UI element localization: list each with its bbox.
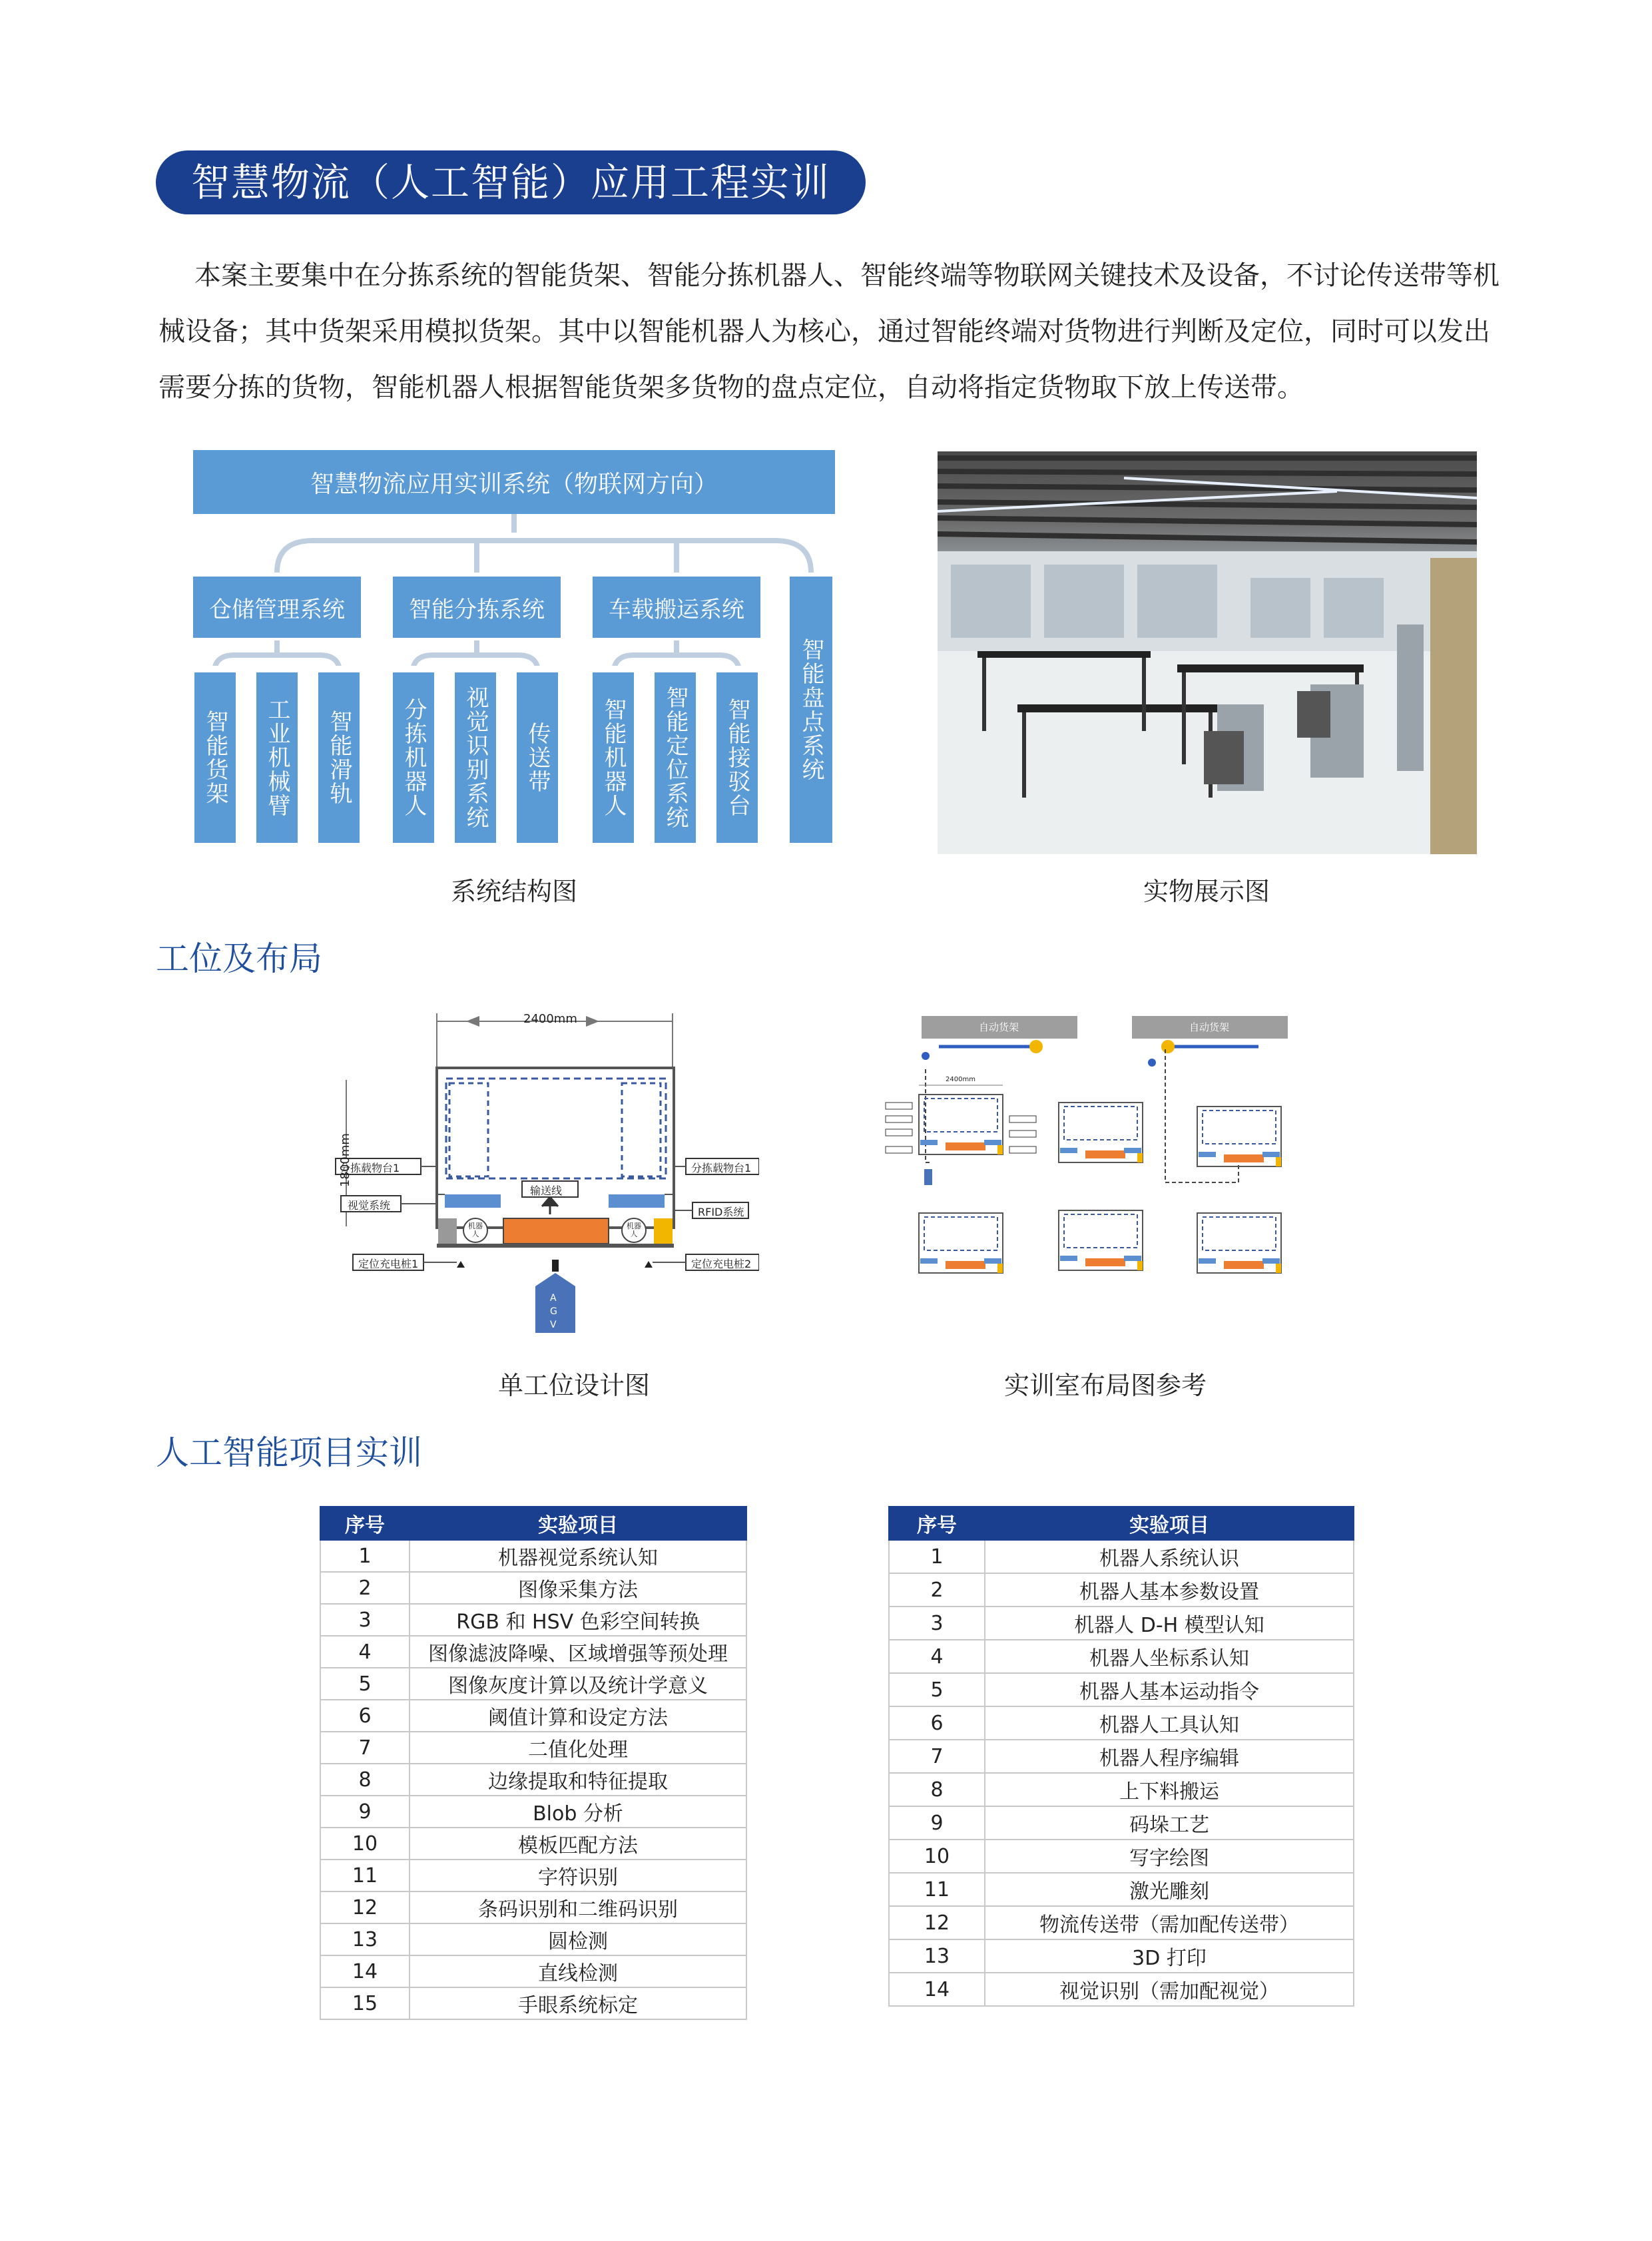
row-index: 11 <box>889 1873 985 1906</box>
table-row <box>889 1873 1354 1906</box>
row-index: 10 <box>320 1828 410 1860</box>
caption-photo: 实物展示图 <box>1143 877 1270 906</box>
row-item: 机器人系统认识 <box>985 1540 1354 1573</box>
row-index: 4 <box>889 1640 985 1673</box>
row-index: 7 <box>889 1740 985 1773</box>
row-item: 阈值计算和设定方法 <box>410 1700 746 1732</box>
group-vehicle: 车载搬运系统 <box>593 577 760 638</box>
row-item: 边缘提取和特征提取 <box>410 1764 746 1796</box>
group-sorting: 智能分拣系统 <box>393 577 561 638</box>
row-index: 7 <box>320 1732 410 1764</box>
row-item: Blob 分析 <box>410 1796 746 1828</box>
table-row <box>320 1860 746 1891</box>
row-item: 物流传送带（需加配传送带） <box>985 1906 1354 1939</box>
row-index: 1 <box>320 1540 410 1572</box>
row-item: 二值化处理 <box>410 1732 746 1764</box>
row-index: 3 <box>320 1604 410 1636</box>
row-index: 13 <box>889 1939 985 1973</box>
diagram-root: 智慧物流应用实训系统（物联网方向） <box>193 450 835 514</box>
row-index: 12 <box>889 1906 985 1939</box>
row-item: 机器人程序编辑 <box>985 1740 1354 1773</box>
caption-layout: 实训室布局图参考 <box>1003 1371 1207 1400</box>
child-smart-rail: 智能滑轨 <box>318 672 360 843</box>
table-row <box>889 1773 1354 1806</box>
table-row <box>889 1706 1354 1740</box>
table-row <box>889 1573 1354 1607</box>
row-item: 图像采集方法 <box>410 1572 746 1604</box>
lab-photo <box>938 451 1477 854</box>
row-item: 上下料搬运 <box>985 1773 1354 1806</box>
row-item: 激光雕刻 <box>985 1873 1354 1906</box>
section-heading-ai: 人工智能项目实训 <box>156 1433 422 1472</box>
row-item: 视觉识别（需加配视觉） <box>985 1973 1354 2006</box>
row-item: 条码识别和二维码识别 <box>410 1891 746 1923</box>
row-index: 14 <box>320 1955 410 1987</box>
label-charge-right: 定位充电桩2 <box>691 1258 752 1270</box>
label-sort-platform-left: 分拣载物台1 <box>340 1162 400 1174</box>
row-index: 12 <box>320 1891 410 1923</box>
row-index: 6 <box>320 1700 410 1732</box>
page-title: 智慧物流（人工智能）应用工程实训 <box>156 150 866 214</box>
table-row <box>889 1673 1354 1706</box>
row-item: 模板匹配方法 <box>410 1828 746 1860</box>
table-row <box>320 1955 746 1987</box>
row-item: RGB 和 HSV 色彩空间转换 <box>410 1604 746 1636</box>
row-item: 机器人工具认知 <box>985 1706 1354 1740</box>
row-item: 图像滤波降噪、区域增强等预处理 <box>410 1636 746 1668</box>
label-shelf-right: 自动货架 <box>1189 1021 1230 1033</box>
section-heading-layout: 工位及布局 <box>156 939 322 978</box>
dim-width-label: 2400mm <box>523 1012 577 1026</box>
row-item: 机器人基本运动指令 <box>985 1673 1354 1706</box>
child-vision-system: 视觉识别系统 <box>455 672 496 843</box>
row-index: 2 <box>889 1573 985 1607</box>
caption-structure: 系统结构图 <box>450 877 577 906</box>
table-row <box>889 1939 1354 1973</box>
caption-station: 单工位设计图 <box>497 1371 650 1400</box>
table-row <box>320 1891 746 1923</box>
child-smart-robot: 智能机器人 <box>593 672 634 843</box>
row-index: 8 <box>889 1773 985 1806</box>
row-index: 10 <box>889 1840 985 1873</box>
row-index: 11 <box>320 1860 410 1891</box>
row-index: 6 <box>889 1706 985 1740</box>
table-row <box>889 1740 1354 1773</box>
table-row <box>320 1668 746 1700</box>
row-index: 5 <box>889 1673 985 1706</box>
row-item: 字符识别 <box>410 1860 746 1891</box>
table-row <box>320 1923 746 1955</box>
table-row <box>889 1607 1354 1640</box>
child-docking-station: 智能接驳台 <box>716 672 758 843</box>
row-item: 机器人 D-H 模型认知 <box>985 1607 1354 1640</box>
row-index: 15 <box>320 1987 410 2019</box>
table-row <box>889 1540 1354 1573</box>
header-index: 序号 <box>889 1507 985 1540</box>
table-row <box>889 1640 1354 1673</box>
label-conveyor: 输送线 <box>530 1184 563 1197</box>
standalone-inventory-system: 智能盘点系统 <box>790 577 832 843</box>
child-industrial-arm: 工业机械臂 <box>256 672 298 843</box>
row-item: 3D 打印 <box>985 1939 1354 1973</box>
label-robot-right: 机器人 <box>627 1222 641 1238</box>
table-row <box>320 1987 746 2019</box>
row-item: 图像灰度计算以及统计学意义 <box>410 1668 746 1700</box>
experiment-table-robot <box>888 1506 1354 2007</box>
table-row <box>320 1796 746 1828</box>
table-row <box>889 1906 1354 1939</box>
row-item: 直线检测 <box>410 1955 746 1987</box>
table-row <box>889 1806 1354 1840</box>
row-index: 14 <box>889 1973 985 2006</box>
dim-height-label: 1800mm <box>338 1133 352 1187</box>
table-row <box>320 1828 746 1860</box>
group-warehouse: 仓储管理系统 <box>193 577 361 638</box>
label-robot-left: 机器人 <box>468 1222 483 1238</box>
label-rfid: RFID系统 <box>698 1206 744 1218</box>
label-vision: 视觉系统 <box>348 1199 391 1212</box>
row-item: 机器人基本参数设置 <box>985 1573 1354 1607</box>
row-index: 5 <box>320 1668 410 1700</box>
label-charge-left: 定位充电桩1 <box>358 1258 419 1270</box>
row-index: 8 <box>320 1764 410 1796</box>
header-item: 实验项目 <box>985 1507 1354 1540</box>
label-sort-platform-right: 分拣载物台1 <box>691 1162 752 1174</box>
table-row <box>320 1604 746 1636</box>
row-index: 9 <box>889 1806 985 1840</box>
row-item: 码垛工艺 <box>985 1806 1354 1840</box>
lab-layout-drawing <box>879 1009 1312 1296</box>
table-row <box>320 1636 746 1668</box>
header-index: 序号 <box>320 1507 410 1540</box>
lab-photo-illustration <box>938 451 1477 854</box>
label-agv: AGV <box>550 1293 557 1330</box>
diagram-connectors <box>0 0 866 666</box>
label-dim: 2400mm <box>946 1076 975 1083</box>
child-positioning-system: 智能定位系统 <box>655 672 696 843</box>
row-index: 2 <box>320 1572 410 1604</box>
row-item: 机器视觉系统认知 <box>410 1540 746 1572</box>
table-row <box>320 1732 746 1764</box>
table-row <box>889 1973 1354 2006</box>
child-sorting-robot: 分拣机器人 <box>393 672 434 843</box>
row-index: 13 <box>320 1923 410 1955</box>
table-row <box>320 1764 746 1796</box>
table-header-row <box>889 1507 1354 1540</box>
child-smart-shelf: 智能货架 <box>194 672 236 843</box>
child-conveyor: 传送带 <box>517 672 558 843</box>
row-item: 写字绘图 <box>985 1840 1354 1873</box>
header-item: 实验项目 <box>410 1507 746 1540</box>
row-item: 机器人坐标系认知 <box>985 1640 1354 1673</box>
table-row <box>889 1840 1354 1873</box>
station-design-drawing <box>333 1007 759 1333</box>
row-item: 圆检测 <box>410 1923 746 1955</box>
table-row <box>320 1572 746 1604</box>
table-header-row <box>320 1507 746 1540</box>
intro-paragraph: 本案主要集中在分拣系统的智能货架、智能分拣机器人、智能终端等物联网关键技术及设备，不讨论传送带等机械设备；其中货架采用模拟货架。其中以智能机器人为核心，通过智能终端对货物进行判断及定位，同时可以发出需要分拣的货物，智能机器人根据智能货架多货物的盘点定位，自动将指定货物取下放上传送带。 <box>158 260 1500 403</box>
row-item: 手眼系统标定 <box>410 1987 746 2019</box>
row-index: 4 <box>320 1636 410 1668</box>
row-index: 9 <box>320 1796 410 1828</box>
row-index: 3 <box>889 1607 985 1640</box>
label-shelf-left: 自动货架 <box>979 1021 1019 1033</box>
row-index: 1 <box>889 1540 985 1573</box>
table-row <box>320 1540 746 1572</box>
experiment-table-vision <box>320 1506 747 2020</box>
table-row <box>320 1700 746 1732</box>
